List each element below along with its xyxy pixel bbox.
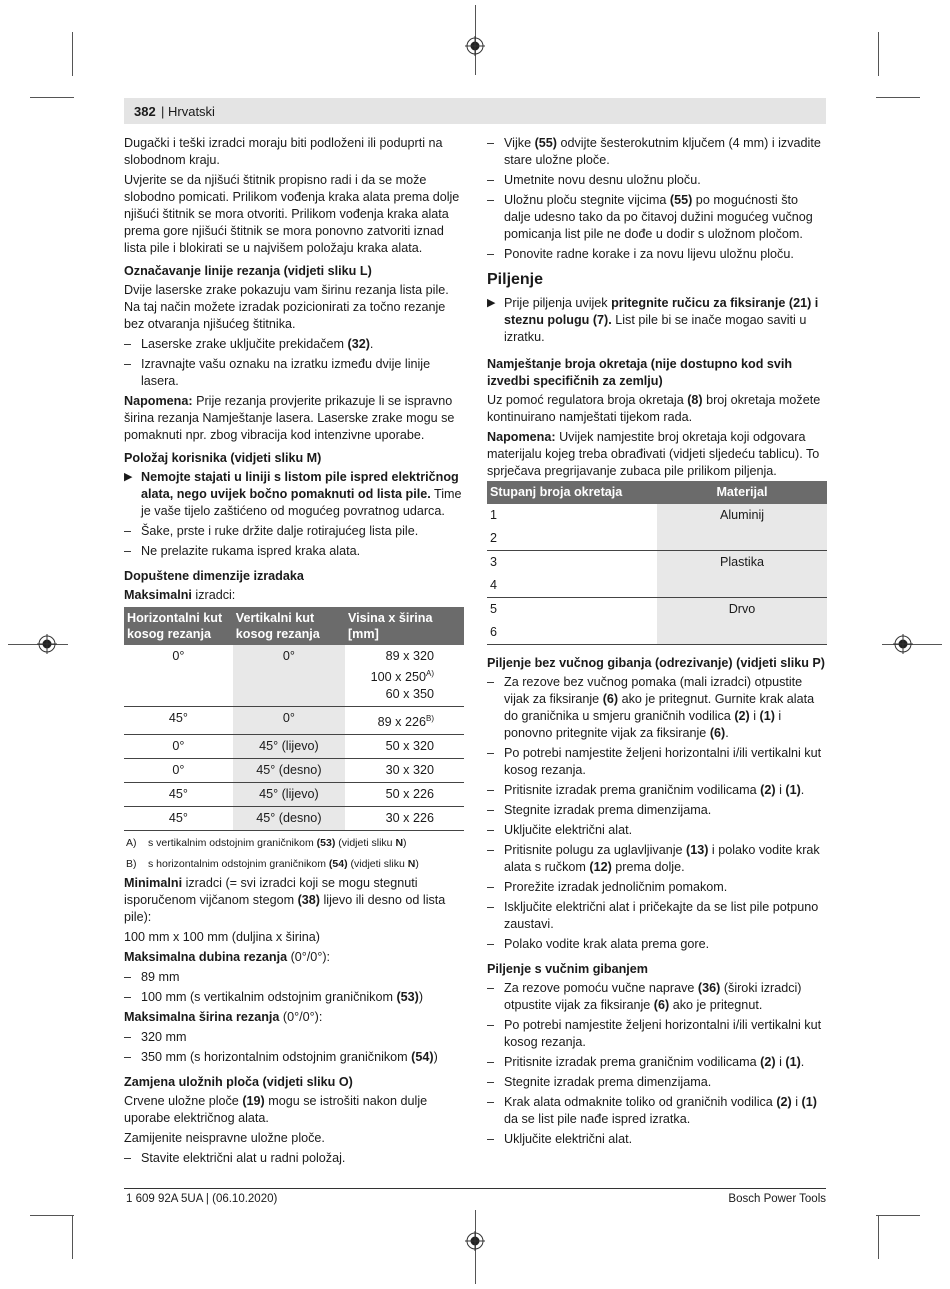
crop-mark bbox=[876, 97, 920, 98]
paragraph: Zamijenite neispravne uložne ploče. bbox=[124, 1131, 325, 1146]
table-row: 0° 45° (desno) 30 x 320 bbox=[124, 759, 464, 783]
list-item: – Po potrebi namjestite željeni horizontalni i/ili vertikalni kut kosog rezanja. bbox=[487, 745, 827, 779]
table-header: Materijal bbox=[657, 481, 827, 504]
list-item: – Uključite električni alat. bbox=[487, 822, 827, 839]
list-item: – 350 mm (s horizontalnim odstojnim graničnikom (54)) bbox=[124, 1049, 464, 1066]
section-heading-user-position: Položaj korisnika (vidjeti sliku M) bbox=[124, 451, 322, 465]
table-header: Stupanj broja okretaja bbox=[487, 481, 657, 504]
list-item: – Pritisnite izradak prema graničnim vodilicama (2) i (1). bbox=[487, 1054, 827, 1071]
footnote: A) s vertikalnim odstojnim graničnikom (53) (vidjeti sliku N) bbox=[126, 837, 407, 850]
table-header: Vertikalni kut kosog rezanja bbox=[233, 607, 345, 645]
table-row: 45° 45° (lijevo) 50 x 226 bbox=[124, 783, 464, 807]
list-item: – Uključite električni alat. bbox=[487, 1131, 827, 1148]
table-row: 45° 45° (desno) 30 x 226 bbox=[124, 807, 464, 831]
paragraph: 100 mm x 100 mm (duljina x širina) bbox=[124, 930, 320, 945]
registration-mark-icon bbox=[37, 634, 57, 654]
list-item: – Po potrebi namjestite željeni horizontalni i/ili vertikalni kut kosog rezanja. bbox=[487, 1017, 827, 1051]
table-row: 1 Aluminij bbox=[487, 504, 827, 527]
table-header: Horizontalni kut kosog rezanja bbox=[124, 607, 233, 645]
table-row: 5 Drvo bbox=[487, 598, 827, 622]
section-heading-no-pull: Piljenje bez vučnog gibanja (odrezivanje) (vidjeti sliku P) bbox=[487, 656, 826, 670]
registration-mark-icon bbox=[465, 36, 485, 56]
crop-mark bbox=[30, 1215, 74, 1216]
paragraph: Dugački i teški izradci moraju biti podloženi ili poduprti na slobodnom kraju. bbox=[124, 136, 443, 167]
crop-mark bbox=[72, 32, 73, 76]
list-item: – Stegnite izradak prema dimenzijama. bbox=[487, 1074, 827, 1091]
list-item: – Vijke (55) odvijte šesterokutnim ključem (4 mm) i izvadite stare uložne ploče. bbox=[487, 135, 827, 169]
section-heading-sawing: Piljenje bbox=[487, 271, 544, 288]
list-item: – Pritisnite izradak prema graničnim vodilicama (2) i (1). bbox=[487, 782, 827, 799]
paragraph: Uz pomoć regulatora broja okretaja (8) broj okretaja možete kontinuirano namještati tijekom rada. bbox=[487, 393, 821, 424]
page-header bbox=[124, 98, 826, 124]
language-label: Hrvatski bbox=[168, 104, 215, 119]
list-item: – Stavite električni alat u radni položaj. bbox=[124, 1150, 464, 1167]
paragraph: Dvije laserske zrake pokazuju vam širinu rezanja lista pile. Na taj način možete izradak pozicionirati za točno rezanje bez otvaranja njišućeg štitnika. bbox=[124, 283, 449, 331]
list-item: – Prorežite izradak jednoličnim pomakom. bbox=[487, 879, 827, 896]
left-column bbox=[124, 135, 464, 1170]
list-item: – Laserske zrake uključite prekidačem (32). bbox=[124, 336, 464, 353]
section-heading-laser: Označavanje linije rezanja (vidjeti sliku L) bbox=[124, 264, 372, 278]
list-item: – Ne prelazite rukama ispred kraka alata. bbox=[124, 543, 464, 560]
registration-mark-icon bbox=[465, 1231, 485, 1251]
list-item: – Šake, prste i ruke držite dalje rotirajućeg lista pile. bbox=[124, 523, 464, 540]
table-row: 3 Plastika bbox=[487, 551, 827, 575]
warning-item: ▶ Prije piljenja uvijek pritegnite ručicu za fiksiranje (21) i steznu polugu (7). List pile bi se inače mogao saviti u izratku. bbox=[487, 296, 819, 344]
list-item: – Izravnajte vašu oznaku na izratku između dvije linije lasera. bbox=[124, 356, 464, 390]
footer-doc-id: 1 609 92A 5UA | (06.10.2020) bbox=[126, 1193, 278, 1205]
paragraph: Uvjerite se da njišući štitnik propisno radi i da se može slobodno pomicati. Prilikom vođenja kraka alata prema dolje njišući štitnik se mora otvoriti. Prilikom vođenja kraka alata prema gore njišući štitnik se mora ponovno zatvoriti iznad lista pile i blokirati se u najvišem položaju kraka alata. bbox=[124, 173, 460, 255]
right-column bbox=[487, 135, 827, 1151]
page-number: 382 bbox=[134, 104, 156, 119]
table-row: 6 bbox=[487, 621, 827, 645]
list-item: – Umetnite novu desnu uložnu ploču. bbox=[487, 172, 827, 189]
table-row: 2 bbox=[487, 527, 827, 551]
section-heading-dimensions: Dopuštene dimenzije izradaka bbox=[124, 569, 304, 583]
speed-table bbox=[487, 481, 827, 645]
dimensions-table bbox=[124, 607, 464, 831]
list-item: – Stegnite izradak prema dimenzijama. bbox=[487, 802, 827, 819]
crop-mark bbox=[878, 32, 879, 76]
triangle-right-icon: ▶ bbox=[124, 471, 133, 483]
paragraph: Maksimalni izradci: bbox=[124, 588, 236, 602]
paragraph: Maksimalna dubina rezanja (0°/0°): bbox=[124, 950, 331, 965]
list-item: – Za rezove bez vučnog pomaka (mali izradci) otpustite vijak za fiksiranje (6) ako je pritegnut. Gurnite krak alata do graničnika u smjeru graničnih vodilica (2) i (1) i ponovno pritegnite vijak za fiksiranje (6). bbox=[487, 674, 827, 742]
section-heading-pull: Piljenje s vučnim gibanjem bbox=[487, 962, 648, 976]
page-language: | Hrvatski bbox=[161, 104, 215, 119]
table-row: 4 bbox=[487, 574, 827, 598]
registration-mark-icon bbox=[893, 634, 913, 654]
list-item: – Pritisnite polugu za uglavljivanje (13) i polako vodite krak alata s ručkom (12) prema dolje. bbox=[487, 842, 827, 876]
note: Napomena: Prije rezanja provjerite prikazuje li se ispravno širina rezanja Namještanje lasera. Laserske zrake mogu se pomaknuti npr. zbog vibracija kod intenzivne uporabe. bbox=[124, 394, 455, 442]
warning-item: ▶ Nemojte stajati u liniji s listom pile ispred električnog alata, nego uvijek bočno pomaknuti od lista pile. Time je vaše tijelo zaštićeno od mogućeg povratnog udarca. bbox=[124, 470, 462, 518]
footer-divider bbox=[124, 1188, 826, 1189]
list-item: – Isključite električni alat i pričekajte da se list pile potpuno zaustavi. bbox=[487, 899, 827, 933]
list-item: – 320 mm bbox=[124, 1029, 464, 1046]
paragraph: Minimalni izradci (= svi izradci koji se mogu stegnuti isporučenom vijčanom stegom (38) lijevo ili desno od lista pile): bbox=[124, 876, 446, 925]
crop-mark bbox=[878, 1215, 879, 1259]
crop-mark bbox=[876, 1215, 920, 1216]
footnote: B) s horizontalnim odstojnim graničnikom (54) (vidjeti sliku N) bbox=[126, 858, 419, 871]
paragraph: Crvene uložne ploče (19) mogu se istrošiti nakon dulje uporabe električnog alata. bbox=[124, 1094, 428, 1126]
section-heading-insert-plates: Zamjena uložnih ploča (vidjeti sliku O) bbox=[124, 1075, 353, 1090]
list-item: – 89 mm bbox=[124, 969, 464, 986]
table-row: 0° 45° (lijevo) 50 x 320 bbox=[124, 735, 464, 759]
crop-mark bbox=[72, 1215, 73, 1259]
table-header: Visina x širina [mm] bbox=[345, 607, 464, 645]
list-item: – Uložnu ploču stegnite vijcima (55) po mogućnosti što dalje udesno tako da po čitavoj dužini mogućeg vučnog pomicanja list pile ne dođe u dodir s uložnom pločom. bbox=[487, 192, 827, 243]
section-heading-speed: Namještanje broja okretaja (nije dostupno kod svih izvedbi specifičnih za zemlju) bbox=[487, 357, 793, 388]
list-item: – Krak alata odmaknite toliko od graničnih vodilica (2) i (1) da se list pile nađe ispred izratka. bbox=[487, 1094, 827, 1128]
list-item: – Za rezove pomoću vučne naprave (36) (široki izradci) otpustite vijak za fiksiranje (6) ako je pritegnut. bbox=[487, 980, 827, 1014]
list-item: – Polako vodite krak alata prema gore. bbox=[487, 936, 827, 953]
paragraph: Maksimalna širina rezanja (0°/0°): bbox=[124, 1010, 323, 1025]
list-item: – 100 mm (s vertikalnim odstojnim graničnikom (53)) bbox=[124, 989, 464, 1006]
note: Napomena: Uvijek namjestite broj okretaja koji odgovara materijalu kojeg treba obrađivati (vidjeti sljedeću tablicu). To sprječava pregrijavanje zubaca pile prilikom piljenja. bbox=[487, 430, 820, 478]
table-row: 0° 0° 89 x 320 100 x $250^{A)}$ 60 x 350 bbox=[124, 645, 464, 707]
crop-mark bbox=[30, 97, 74, 98]
footer-brand: Bosch Power Tools bbox=[728, 1193, 826, 1205]
table-row: 45° 0° 89 x $226^{B)}$ bbox=[124, 707, 464, 735]
triangle-right-icon: ▶ bbox=[487, 297, 496, 309]
list-item: – Ponovite radne korake i za novu lijevu uložnu ploču. bbox=[487, 246, 827, 263]
